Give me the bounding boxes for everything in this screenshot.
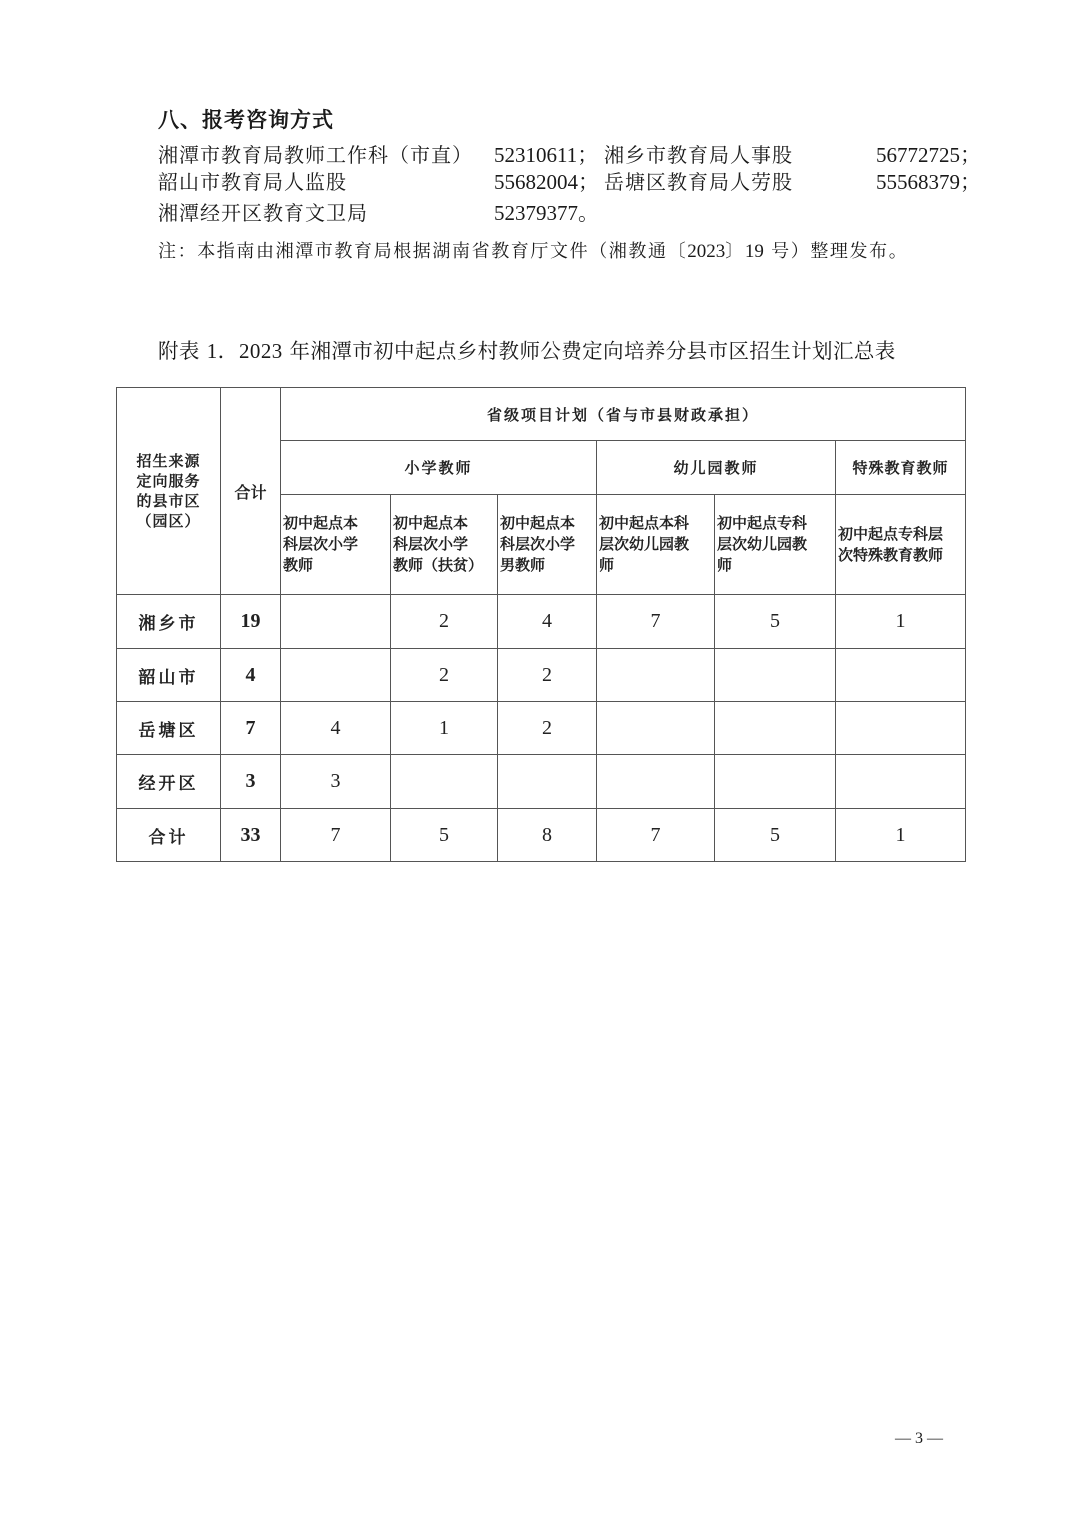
total-cell: 7 xyxy=(221,702,281,755)
contact-name: 湘潭市教育局教师工作科（市直） xyxy=(158,143,473,167)
subcolumn-line: 科层次小学 xyxy=(393,535,469,553)
value-cell: 2 xyxy=(498,649,597,702)
total-cell: 4 xyxy=(221,649,281,702)
value-cell: 7 xyxy=(281,809,391,862)
value-cell xyxy=(281,649,391,702)
value-cell xyxy=(498,755,597,809)
subcolumn-header xyxy=(498,495,597,595)
total-header: 合计 xyxy=(221,388,281,595)
region-cell: 经开区 xyxy=(117,755,221,809)
contact-name: 湘乡市教育局人事股 xyxy=(604,143,793,167)
value-cell: 1 xyxy=(391,702,498,755)
header-row-1 xyxy=(117,388,966,441)
contact-name: 韶山市教育局人监股 xyxy=(158,170,347,194)
subcolumn-line: 初中起点本科 xyxy=(599,514,690,532)
title-year: 2023 xyxy=(239,339,283,363)
value-cell: 2 xyxy=(391,595,498,649)
subcolumn-line: 科层次小学 xyxy=(500,535,576,553)
region-cell: 湘乡市 xyxy=(117,595,221,649)
value-cell: 7 xyxy=(597,809,715,862)
subcolumn-line: 层次幼儿园教 xyxy=(717,535,808,553)
subcolumn-line: 师 xyxy=(599,556,615,574)
value-cell: 2 xyxy=(498,702,597,755)
value-cell xyxy=(391,755,498,809)
special-education-teacher-header: 特殊教育教师 xyxy=(836,441,966,495)
value-cell xyxy=(281,595,391,649)
region-cell: 韶山市 xyxy=(117,649,221,702)
table-row xyxy=(117,595,966,649)
table-row xyxy=(117,649,966,702)
title-text: 年湘潭市初中起点乡村教师公费定向培养分县市区招生计划汇总表 xyxy=(282,339,896,363)
subcolumn-line: 教师 xyxy=(283,556,314,574)
subcolumn-header xyxy=(715,495,836,595)
contact-number: 52310611； xyxy=(494,143,599,167)
value-cell: 1 xyxy=(836,595,966,649)
title-index: 1． xyxy=(206,339,240,363)
value-cell: 8 xyxy=(498,809,597,862)
subcolumn-line: 初中起点本 xyxy=(500,514,576,532)
value-cell: 2 xyxy=(391,649,498,702)
region-cell: 岳塘区 xyxy=(117,702,221,755)
subcolumn-header xyxy=(836,495,966,595)
section-heading: 八、报考咨询方式 xyxy=(158,108,334,132)
value-cell xyxy=(597,702,715,755)
title-text: 附表 xyxy=(158,339,207,363)
primary-teacher-header: 小学教师 xyxy=(281,441,597,495)
subcolumn-line: 初中起点本 xyxy=(393,514,469,532)
region-header-line: 招生来源 xyxy=(136,452,201,470)
total-cell: 33 xyxy=(221,809,281,862)
value-cell: 5 xyxy=(715,809,836,862)
region-cell: 合计 xyxy=(117,809,221,862)
value-cell: 4 xyxy=(498,595,597,649)
subcolumn-header xyxy=(391,495,498,595)
contact-number: 55682004； xyxy=(494,170,599,194)
value-cell xyxy=(715,755,836,809)
value-cell xyxy=(836,755,966,809)
note-text: 号）整理发布。 xyxy=(763,241,909,262)
enrollment-plan-table xyxy=(116,387,966,862)
value-cell xyxy=(597,649,715,702)
note-text: 注：本指南由湘潭市教育局根据湖南省教育厅文件（湘教通〔 xyxy=(158,241,688,262)
value-cell xyxy=(715,702,836,755)
table-row xyxy=(117,702,966,755)
contact-number: 56772725； xyxy=(876,143,981,167)
contact-name: 湘潭经开区教育文卫局 xyxy=(158,201,368,225)
note-text: 〕 xyxy=(725,241,745,262)
subcolumn-line: 初中起点专科层 xyxy=(838,524,944,543)
subcolumn-header xyxy=(281,495,391,595)
value-cell: 3 xyxy=(281,755,391,809)
table-total-row xyxy=(117,809,966,862)
contact-number: 55568379； xyxy=(876,170,981,194)
page-number: — 3 — xyxy=(895,1430,943,1447)
value-cell: 1 xyxy=(836,809,966,862)
subcolumn-line: 男教师 xyxy=(500,556,546,574)
subcolumn-line: 层次幼儿园教 xyxy=(599,535,690,553)
value-cell: 4 xyxy=(281,702,391,755)
contact-number: 52379377。 xyxy=(494,201,599,225)
provincial-plan-header: 省级项目计划（省与市县财政承担） xyxy=(281,388,966,441)
kindergarten-teacher-header: 幼儿园教师 xyxy=(597,441,836,495)
subcolumn-line: 次特殊教育教师 xyxy=(838,545,944,564)
subcolumn-line: 初中起点专科 xyxy=(717,514,808,532)
value-cell xyxy=(836,649,966,702)
subcolumn-line: 初中起点本 xyxy=(283,514,359,532)
region-header xyxy=(117,388,221,595)
total-cell: 3 xyxy=(221,755,281,809)
value-cell xyxy=(597,755,715,809)
value-cell: 5 xyxy=(391,809,498,862)
value-cell: 5 xyxy=(715,595,836,649)
note-doc-number: 19 xyxy=(744,241,764,262)
subcolumn-line: 师 xyxy=(717,556,733,574)
value-cell: 7 xyxy=(597,595,715,649)
region-header-line: 定向服务 xyxy=(136,472,201,490)
value-cell xyxy=(715,649,836,702)
note-year: 2023 xyxy=(687,241,726,262)
region-header-line: （园区） xyxy=(136,512,201,530)
region-header-line: 的县市区 xyxy=(136,492,201,510)
table-row xyxy=(117,755,966,809)
subcolumn-line: 教师（扶贫） xyxy=(393,556,484,574)
source-note xyxy=(158,237,908,263)
value-cell xyxy=(836,702,966,755)
subcolumn-header xyxy=(597,495,715,595)
subcolumn-line: 科层次小学 xyxy=(283,535,359,553)
table-title xyxy=(158,334,896,365)
total-cell: 19 xyxy=(221,595,281,649)
contact-name: 岳塘区教育局人劳股 xyxy=(604,170,793,194)
